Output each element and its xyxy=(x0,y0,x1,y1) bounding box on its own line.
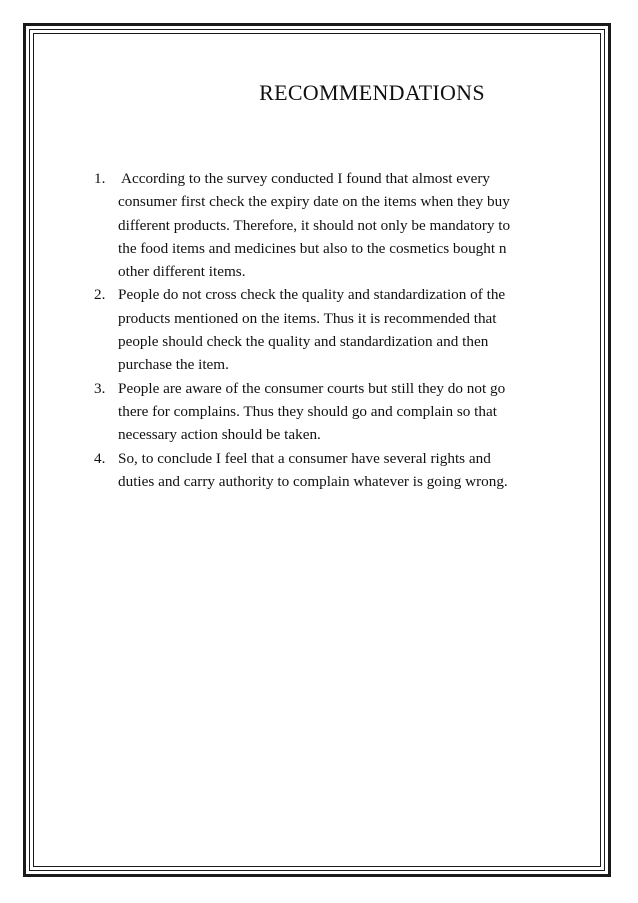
item-text-line: products mentioned on the items. Thus it is recommended that xyxy=(118,309,497,327)
item-text-line: purchase the item. xyxy=(118,356,229,374)
item-text-line: People are aware of the consumer courts but still they do not go xyxy=(118,379,506,397)
recommendations-list xyxy=(94,167,574,493)
item-text-line: there for complains. Thus they should go and complain so that xyxy=(118,402,497,420)
item-number: 3. xyxy=(94,379,106,397)
item-text-line: People do not cross check the quality and standardization of the xyxy=(118,286,506,304)
page-title: RECOMMENDATIONS xyxy=(259,80,485,105)
list-item xyxy=(94,377,574,447)
item-text-line: According to the survey conducted I found that almost every xyxy=(121,170,491,187)
item-text-line: different products. Therefore, it should not only be mandatory to xyxy=(118,216,511,234)
item-text-line: duties and carry authority to complain whatever is going wrong. xyxy=(118,472,508,490)
item-number: 1. xyxy=(94,170,106,187)
item-text-line: consumer first check the expiry date on the items when they buy xyxy=(118,193,510,211)
item-text-line: necessary action should be taken. xyxy=(118,426,321,444)
item-number: 2. xyxy=(94,286,106,304)
item-text-line: the food items and medicines but also to the cosmetics bought n xyxy=(118,239,507,257)
item-text-line: other different items. xyxy=(118,263,246,281)
list-item xyxy=(94,283,574,376)
item-number: 4. xyxy=(94,449,106,467)
list-item xyxy=(94,167,574,283)
list-item xyxy=(94,447,574,494)
item-text-line: So, to conclude I feel that a consumer have several rights and xyxy=(118,449,491,467)
item-text-line: people should check the quality and standardization and then xyxy=(118,333,489,351)
